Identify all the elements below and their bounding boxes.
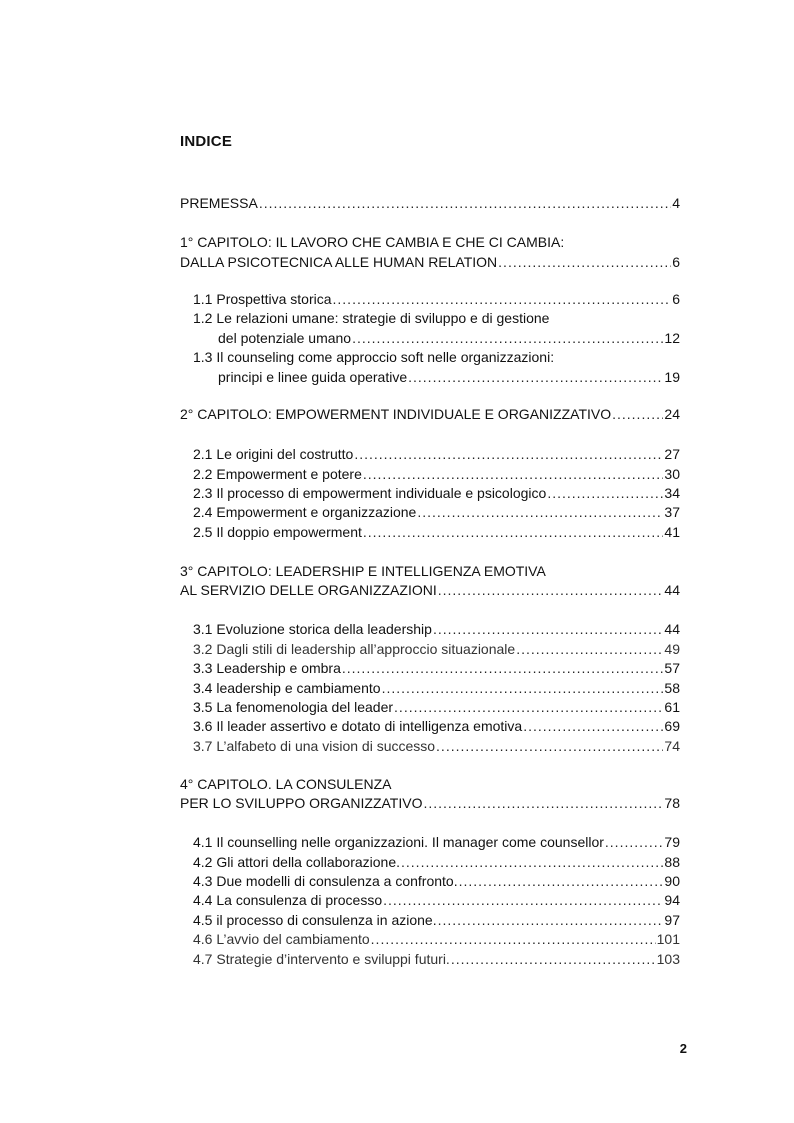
dot-leader [363,465,664,483]
toc-section-3-2 [193,640,680,658]
toc-section-1-3-heading: 1.3 Il counseling come approccio soft nelle organizzazioni: [193,349,555,365]
toc-chapter-3-heading: 3° CAPITOLO: LEADERSHIP E INTELLIGENZA EMOTIVA [180,563,546,579]
toc-entry-page: 6 [672,291,680,307]
dot-leader [352,329,663,347]
toc-section-1-2 [218,329,680,347]
toc-entry-page: 103 [656,951,680,967]
toc-entry-text: 3.4 leadership e cambiamento [193,680,381,696]
toc-section-3-1 [193,620,680,638]
dot-leader [401,853,663,871]
toc-section-3-5 [193,698,680,716]
toc-entry-page: 30 [664,466,680,482]
toc-entry-text: 2.5 Il doppio empowerment [193,524,362,540]
dot-leader [423,794,663,812]
toc-entry-text: 3.1 Evoluzione storica della leadership [193,621,432,637]
toc-chapter-3 [180,581,680,599]
toc-entry-text: 4.4 La consulenza di processo [193,892,383,908]
dot-leader [438,581,664,599]
toc-section-2-1 [193,445,680,463]
toc-entry-text: 3.2 Dagli stili di leadership all’approccio situazionale [193,641,516,657]
dot-leader [394,698,663,716]
toc-section-3-4 [193,679,680,697]
dot-leader [408,368,663,386]
toc-entry-text: 4.2 Gli attori della collaborazione. [193,854,401,870]
toc-section-3-6 [193,717,680,735]
toc-entry-text: principi e linee guida operative [218,369,408,385]
toc-entry-page: 79 [664,834,680,850]
toc-section-4-2 [193,853,680,871]
dot-leader [547,484,663,502]
dot-leader [333,290,672,308]
dot-leader [523,717,663,735]
toc-entry-page: 78 [664,795,680,811]
dot-leader [438,911,664,929]
toc-entry-text: 2.4 Empowerment e organizzazione [193,504,417,520]
toc-entry-page: 101 [656,931,680,947]
toc-entry-page: 69 [664,718,680,734]
dot-leader [612,405,663,423]
toc-entry-page: 37 [664,504,680,520]
dot-leader [436,737,663,755]
dot-leader [433,620,663,638]
toc-entry-page: 88 [664,854,680,870]
toc-entry-text: 2.2 Empowerment e potere [193,466,362,482]
dot-leader [371,930,656,948]
toc-entry-page: 49 [664,641,680,657]
dot-leader [363,523,664,541]
dot-leader [451,950,656,968]
toc-entry-page: 58 [664,680,680,696]
dot-leader [498,253,671,271]
dot-leader [605,833,664,851]
toc-section-4-1 [193,833,680,851]
toc-section-2-3 [193,484,680,502]
toc-entry-text: PER LO SVILUPPO ORGANIZZATIVO [180,795,423,811]
toc-entry-text: 4.3 Due modelli di consulenza a confronto. [193,873,458,889]
toc-entry-page: 74 [664,738,680,754]
toc-entry-page: 57 [664,660,680,676]
dot-leader [459,872,664,890]
toc-section-4-3 [193,872,680,890]
toc-section-2-4 [193,503,680,521]
dot-leader [342,659,664,677]
toc-entry-page: 24 [664,406,680,422]
toc-entry-text: 4.1 Il counselling nelle organizzazioni. Il manager come counsellor [193,834,604,850]
toc-entry-text: 4.7 Strategie d’intervento e sviluppi futuri. [193,951,450,967]
toc-section-1-1 [193,290,680,308]
toc-chapter-1-heading: 1° CAPITOLO: IL LAVORO CHE CAMBIA E CHE CI CAMBIA: [180,234,565,250]
toc-entry-text: DALLA PSICOTECNICA ALLE HUMAN RELATION [180,254,498,270]
toc-entry-page: 61 [664,699,680,715]
page-title: INDICE [180,133,233,150]
dot-leader [516,640,663,658]
toc-entry-page: 6 [672,254,680,270]
toc-entry-page: 4 [672,195,680,211]
dot-leader [354,445,663,463]
toc-section-4-7 [193,950,680,968]
toc-entry-text: 3.7 L’alfabeto di una vision di successo [193,738,436,754]
toc-entry-premessa [180,194,680,212]
page-number: 2 [679,1041,687,1056]
toc-entry-text: 1.1 Prospettiva storica [193,291,332,307]
toc-section-3-3 [193,659,680,677]
toc-entry-page: 94 [664,892,680,908]
toc-chapter-4-heading: 4° CAPITOLO. LA CONSULENZA [180,776,392,792]
toc-section-1-2-heading: 1.2 Le relazioni umane: strategie di sviluppo e di gestione [193,310,550,326]
toc-entry-text: 2° CAPITOLO: EMPOWERMENT INDIVIDUALE E ORGANIZZATIVO [180,406,612,422]
toc-entry-page: 34 [664,485,680,501]
toc-section-3-7 [193,737,680,755]
dot-leader [259,194,671,212]
toc-entry-text: PREMESSA [180,195,258,211]
toc-entry-text: AL SERVIZIO DELLE ORGANIZZAZIONI [180,582,437,598]
toc-entry-page: 27 [664,446,680,462]
toc-entry-text: 3.5 La fenomenologia del leader [193,699,394,715]
toc-entry-page: 41 [664,524,680,540]
toc-entry-page: 90 [664,873,680,889]
toc-section-4-5 [193,911,680,929]
toc-section-2-5 [193,523,680,541]
toc-entry-text: 3.6 Il leader assertivo e dotato di intelligenza emotiva [193,718,523,734]
toc-chapter-2 [180,405,680,423]
toc-entry-page: 97 [664,912,680,928]
toc-entry-text: 4.6 L’avvio del cambiamento [193,931,370,947]
toc-section-4-6 [193,930,680,948]
toc-chapter-1 [180,253,680,271]
toc-entry-page: 44 [664,582,680,598]
toc-entry-text: 4.5 il processo di consulenza in azione. [193,912,437,928]
toc-section-1-3 [218,368,680,386]
toc-entry-text: del potenziale umano [218,330,352,346]
toc-entry-text: 3.3 Leadership e ombra [193,660,341,676]
dot-leader [382,679,664,697]
dot-leader [383,891,663,909]
toc-entry-text: 2.1 Le origini del costrutto [193,446,354,462]
toc-entry-text: 2.3 Il processo di empowerment individuale e psicologico [193,485,547,501]
toc-entry-page: 12 [664,330,680,346]
toc-entry-page: 19 [664,369,680,385]
dot-leader [417,503,663,521]
toc-section-4-4 [193,891,680,909]
toc-entry-page: 44 [664,621,680,637]
toc-section-2-2 [193,465,680,483]
toc-chapter-4 [180,794,680,812]
